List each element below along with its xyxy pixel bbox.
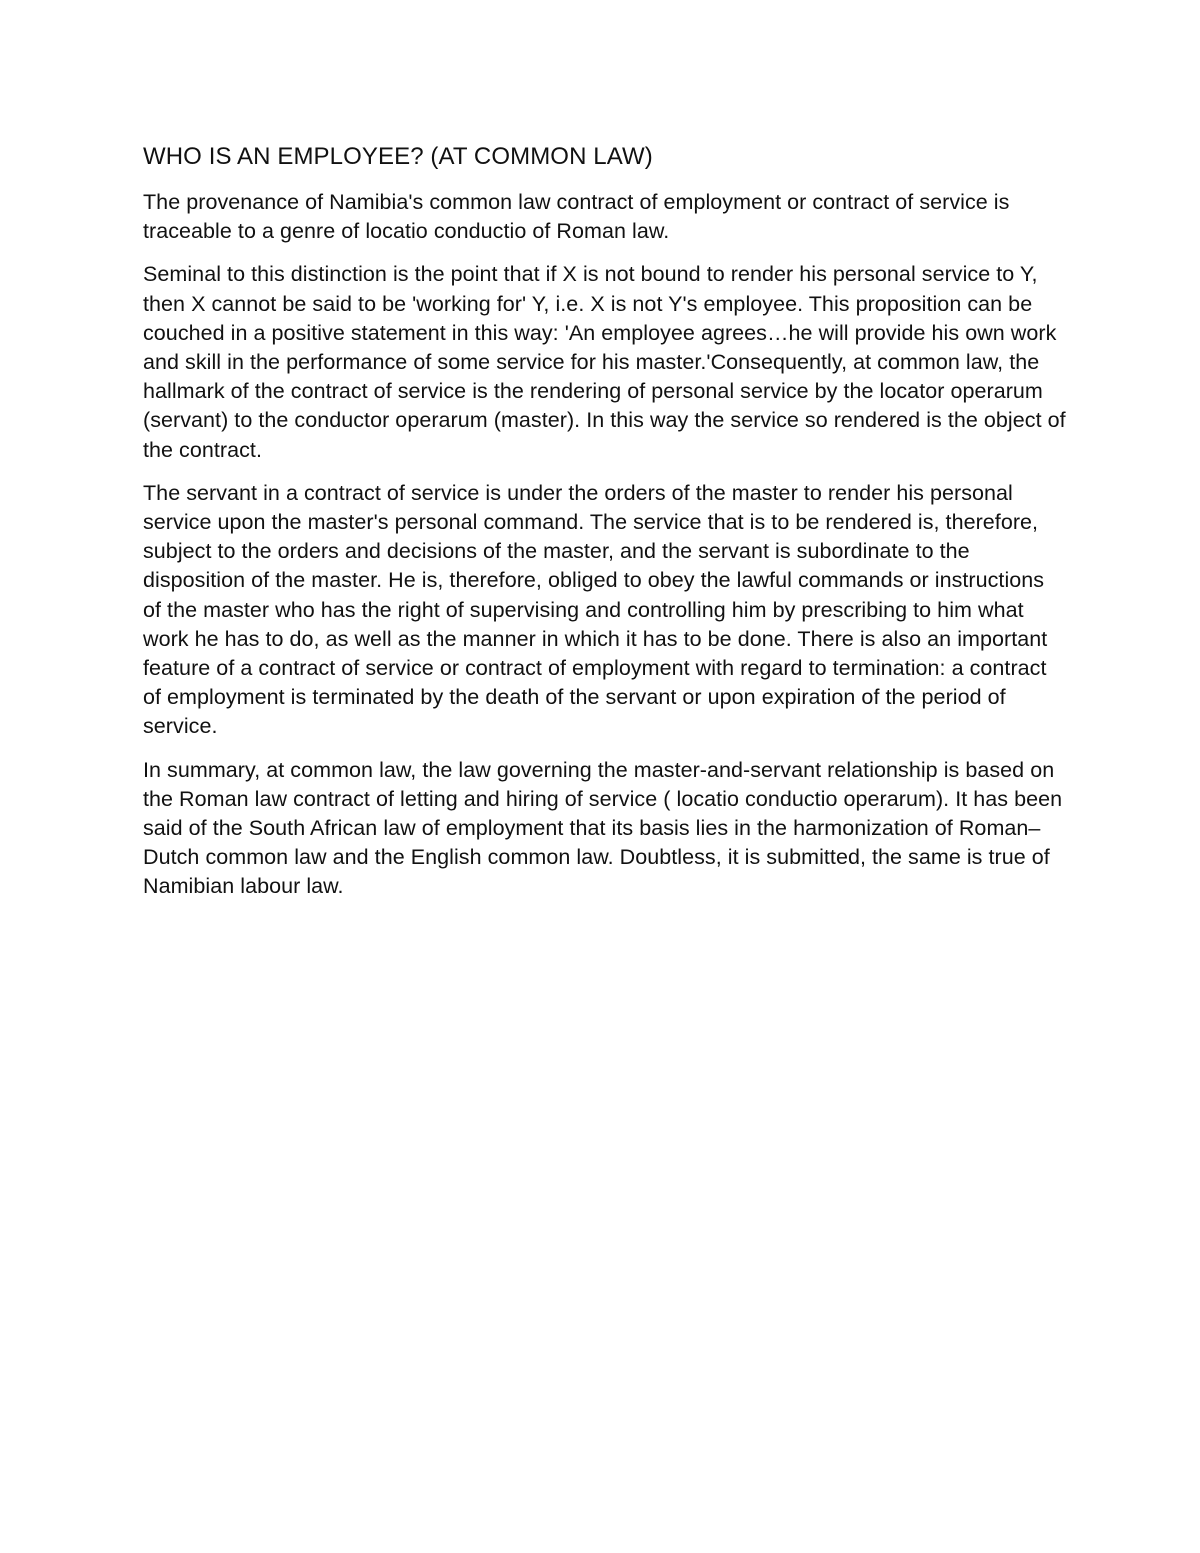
paragraph-servant-orders: The servant in a contract of service is under the orders of the master to render his personal service upon the master's personal command. The service that is to be rendered is, therefore, subject to the orders and decisions of the master, and the servant is subordinate to the disposition of the master. He is, therefore, obliged to obey the lawful commands or instructions of the master who has the right of supervising and controlling him by prescribing to him what work he has to do, as well as the manner in which it has to be done. There is also an important feature of a contract of service or contract of employment with regard to termination: a contract of employment is terminated by the death of the servant or upon expiration of the period of service.: [143, 480, 1048, 739]
paragraph-personal-service: Seminal to this distinction is the point that if X is not bound to render his personal service to Y, then X cannot be said to be 'working for' Y, i.e. X is not Y's employee. This proposition can be couched in a positive statement in this way: 'An employee agrees…he will provide his own work and skill in the performance of some service for his master.'Consequently, at common law, the hallmark of the contract of service is the rendering of personal service by the locator operarum (servant) to the conductor operarum (master). In this way the service so rendered is the object of the contract.: [143, 262, 1066, 462]
document-body: [143, 140, 1068, 916]
paragraph-provenance: The provenance of Namibia's common law contract of employment or contract of service is traceable to a genre of locatio conductio of Roman law.: [143, 190, 1010, 244]
document-title: WHO IS AN EMPLOYEE? (AT COMMON LAW): [143, 143, 653, 170]
paragraph-summary: In summary, at common law, the law governing the master-and-servant relationship is based on the Roman law contract of letting and hiring of service ( locatio conductio operarum). It has been said of the South African law of employment that its basis lies in the harmonization of Roman–Dutch common law and the English common law. Doubtless, it is submitted, the same is true of Namibian labour law.: [143, 757, 1063, 899]
